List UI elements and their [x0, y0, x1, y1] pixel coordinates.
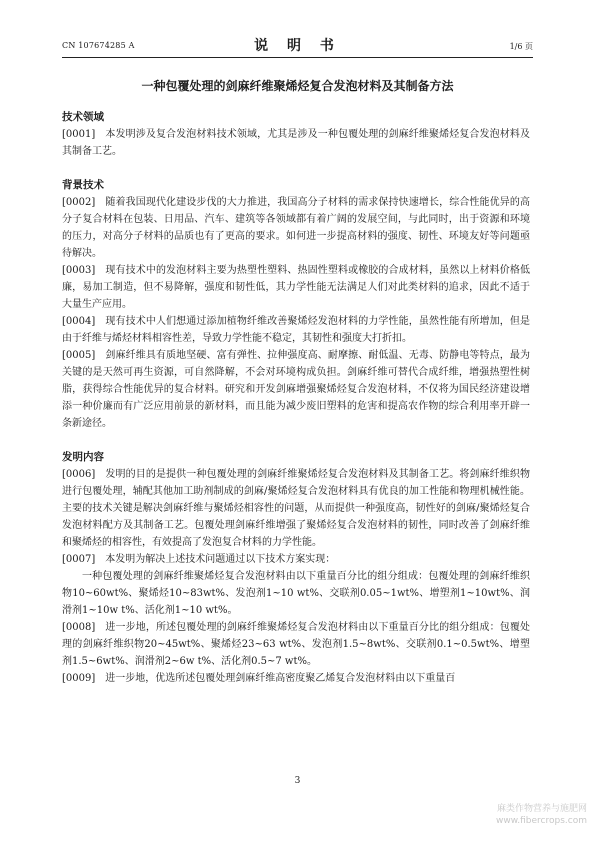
page-number: 3 — [294, 776, 301, 786]
document-type: 说 明 书 — [254, 38, 341, 54]
paragraph-text: 剑麻纤维具有质地坚硬、富有弹性、拉伸强度高、耐摩擦、耐低温、无毒、防静电等特点，最为关键的是天然可再生资源，可自然降解，不会对环境构成负担。剑麻纤维可替代合成纤维，增强热塑性树脂，获得综合性能优异的复合材料。研究和开发剑麻增强聚烯烃复合发泡材料，不仅将为国民经济建设增添一种价廉而有广泛应用前景的新材料，而且能为减少废旧塑料的危害和提高农作物的综合利用率开辟一条新途径。 — [62, 350, 530, 429]
paragraph — [62, 619, 530, 670]
paragraph-text: 发明的目的是提供一种包覆处理的剑麻纤维聚烯烃复合发泡材料及其制备工艺。将剑麻纤维织物进行包覆处理，辅配其他加工助剂制成的剑麻/聚烯烃复合发泡材料具有优良的加工性能和物理机械性能。主要的技术关键是解决剑麻纤维与聚烯烃相容性的问题，从而提供一种强度高，韧性好的剑麻/聚烯烃复合发泡材料配方及其制备工艺。包覆处理剑麻纤维增强了聚烯烃复合发泡材料的韧性，同时改善了剑麻纤维和聚烯烃的相容性，有效提高了发泡复合材料的力学性能。 — [62, 469, 530, 548]
paragraph — [62, 126, 530, 160]
paragraph-number: [0004] — [62, 316, 96, 327]
paragraph-text: 进一步地，所述包覆处理的剑麻纤维聚烯烃复合发泡材料由以下重量百分比的组分组成：包覆处理的剑麻纤维织物20~45wt%、聚烯烃23~63 wt%、发泡剂1.5~8wt%、交联剂0.1~0.5wt%、增塑剂1.5~6wt%、润滑剂2~6w t%、活化剂0.5~7 wt%。 — [62, 622, 530, 667]
paragraph-text: 现有技术中人们想通过添加植物纤维改善聚烯烃发泡材料的力学性能，虽然性能有所增加，但是由于纤维与烯烃材料相容性差，导致力学性能不稳定，其韧性和强度大打折扣。 — [62, 316, 530, 344]
paragraph — [62, 347, 530, 432]
paragraph-number: [0007] — [62, 554, 96, 565]
paragraph-number: [0005] — [62, 350, 96, 361]
paragraph-number: [0008] — [62, 622, 96, 633]
paragraph-text: 进一步地，优选所述包覆处理剑麻纤维高密度聚乙烯复合发泡材料由以下重量百 — [105, 673, 456, 684]
formula-paragraph: 一种包覆处理的剑麻纤维聚烯烃复合发泡材料由以下重量百分比的组分组成：包覆处理的剑麻纤维织物10~60wt%、聚烯烃10~83wt%、发泡剂1~10 wt%、交联剂0.05~1wt%、增塑剂1~10wt%、润滑剂1~10w t%、活化剂1~10 wt%。 — [62, 571, 530, 616]
page-label: 1/6 页 — [509, 42, 533, 51]
paragraph — [62, 466, 530, 551]
paragraph-number: [0001] — [62, 129, 96, 140]
paragraph — [62, 313, 530, 347]
watermark-line: 麻类作物营养与施肥网 — [496, 804, 587, 814]
watermark — [496, 803, 587, 827]
paragraph-number: [0002] — [62, 197, 96, 208]
paragraph — [62, 670, 530, 687]
section-heading: 背景技术 — [62, 179, 104, 191]
section-heading: 发明内容 — [62, 451, 104, 463]
paragraph-number: [0006] — [62, 469, 96, 480]
paragraph-number: [0009] — [62, 673, 96, 684]
watermark-url: www.fibercrops.com — [496, 816, 587, 826]
paragraph — [62, 194, 530, 262]
paragraph-text: 本发明涉及复合发泡材料技术领域，尤其是涉及一种包覆处理的剑麻纤维聚烯烃复合发泡材料及其制备工艺。 — [62, 129, 530, 157]
document-title: 一种包覆处理的剑麻纤维聚烯烃复合发泡材料及其制备方法 — [141, 79, 454, 93]
section-heading: 技术领域 — [62, 111, 104, 123]
paragraph-text: 现有技术中的发泡材料主要为热塑性塑料、热固性塑料或橡胶的合成材料，虽然以上材料价格低廉，易加工制造，但不易降解，强度和韧性低，其力学性能无法满足人们对此类材料的追求，因此不适于大量生产应用。 — [62, 265, 530, 310]
paragraph-text: 随着我国现代化建设步伐的大力推进，我国高分子材料的需求保持快速增长，综合性能优异的高分子复合材料在包装、日用品、汽车、建筑等各领域都有着广阔的发展空间，与此同时，出于资源和环境的压力，对高分子材料的品质也有了更高的要求。如何进一步提高材料的强度、韧性、环境友好等问题亟待解决。 — [62, 197, 530, 259]
header-divider — [62, 57, 533, 58]
document-number: CN 107674285 A — [62, 41, 135, 50]
paragraph-text: 本发明为解决上述技术问题通过以下技术方案实现： — [105, 554, 336, 565]
paragraph — [62, 262, 530, 313]
paragraph-number: [0003] — [62, 265, 96, 276]
document-body — [62, 101, 530, 687]
paragraph — [62, 551, 530, 568]
